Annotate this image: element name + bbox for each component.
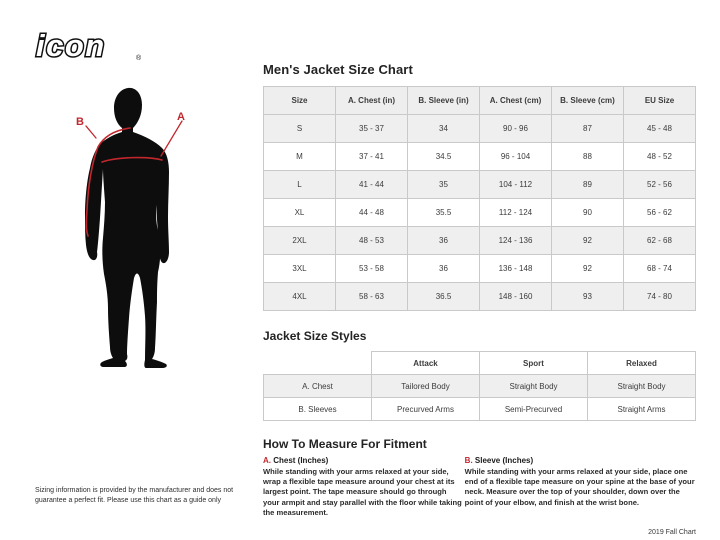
row-label-cell: L [264, 171, 336, 199]
data-cell: 58 - 63 [336, 283, 408, 311]
data-cell: 56 - 62 [624, 199, 696, 227]
measure-title: How To Measure For Fitment [263, 437, 427, 451]
measure-sleeve-label [465, 456, 696, 465]
data-cell: 37 - 41 [336, 143, 408, 171]
data-cell: Precurved Arms [372, 398, 480, 421]
data-cell: 104 - 112 [480, 171, 552, 199]
data-cell: 88 [552, 143, 624, 171]
column-header: A. Chest (in) [336, 87, 408, 115]
data-cell: 112 - 124 [480, 199, 552, 227]
chart-version: 2019 Fall Chart [648, 528, 696, 536]
table-row [264, 171, 696, 199]
row-label-cell: A. Chest [264, 375, 372, 398]
data-cell: 92 [552, 255, 624, 283]
table-row [264, 398, 696, 421]
data-cell: 90 [552, 199, 624, 227]
icon-logo-graphic [30, 26, 148, 66]
data-cell: 124 - 136 [480, 227, 552, 255]
body-silhouette [85, 88, 169, 368]
label-a-leader-line [161, 121, 182, 156]
measure-section-sleeve [465, 456, 696, 518]
table-row [264, 227, 696, 255]
data-cell: 45 - 48 [624, 115, 696, 143]
measure-columns [263, 456, 696, 518]
table-row [264, 283, 696, 311]
data-cell: 92 [552, 227, 624, 255]
header-row [264, 352, 696, 375]
measure-chest-prefix: A. [263, 456, 271, 465]
content-column [263, 62, 696, 536]
size-chart-table [263, 86, 696, 311]
column-header: Attack [372, 352, 480, 375]
table-row [264, 115, 696, 143]
styles-title: Jacket Size Styles [263, 329, 367, 343]
data-cell: 41 - 44 [336, 171, 408, 199]
measure-chest-label-text: Chest (Inches) [271, 456, 329, 465]
measurement-label-a: A [177, 111, 185, 123]
data-cell: Semi-Precurved [480, 398, 588, 421]
brand-logo [30, 26, 148, 71]
row-label-cell: S [264, 115, 336, 143]
data-cell: 136 - 148 [480, 255, 552, 283]
table-row [264, 255, 696, 283]
column-header: Size [264, 87, 336, 115]
table-row [264, 375, 696, 398]
data-cell: 36.5 [408, 283, 480, 311]
data-cell: Straight Body [588, 375, 696, 398]
column-header: B. Sleeve (cm) [552, 87, 624, 115]
header-row [264, 87, 696, 115]
data-cell: 34 [408, 115, 480, 143]
data-cell: 96 - 104 [480, 143, 552, 171]
data-cell: 35 - 37 [336, 115, 408, 143]
data-cell: Tailored Body [372, 375, 480, 398]
blank-header-cell [264, 352, 372, 375]
column-header: B. Sleeve (in) [408, 87, 480, 115]
row-label-cell: 3XL [264, 255, 336, 283]
disclaimer-text: Sizing information is provided by the manufacturer and does not guarantee a perfect fit. Please use this chart as a guide only [35, 487, 234, 504]
data-cell: 62 - 68 [624, 227, 696, 255]
column-header: EU Size [624, 87, 696, 115]
silhouette-graphic [52, 72, 250, 408]
row-label-cell: 2XL [264, 227, 336, 255]
measure-section-chest [263, 456, 465, 518]
data-cell: 35.5 [408, 199, 480, 227]
data-cell: 44 - 48 [336, 199, 408, 227]
data-cell: 90 - 96 [480, 115, 552, 143]
measure-sleeve-body: While standing with your arms relaxed at your side, place one end of a flexible tape measure on your spine at the base of your neck. Measure over the top of your shoulder, down over the point of your elbow, and finish at the wrist bone. [464, 467, 695, 507]
row-label-cell: 4XL [264, 283, 336, 311]
data-cell: 87 [552, 115, 624, 143]
measure-sleeve-label-text: Sleeve (Inches) [472, 456, 534, 465]
measure-chest-label [263, 456, 465, 465]
row-label-cell: B. Sleeves [264, 398, 372, 421]
logo-text: icon [36, 28, 106, 63]
data-cell: 35 [408, 171, 480, 199]
measurement-label-b: B [76, 116, 84, 128]
data-cell: 93 [552, 283, 624, 311]
data-cell: 148 - 160 [480, 283, 552, 311]
column-header: Relaxed [588, 352, 696, 375]
row-label-cell: XL [264, 199, 336, 227]
registered-mark: ® [136, 55, 142, 62]
measure-sleeve-prefix: B. [464, 456, 473, 465]
data-cell: Straight Body [480, 375, 588, 398]
data-cell: 34.5 [408, 143, 480, 171]
data-cell: Straight Arms [588, 398, 696, 421]
column-header: Sport [480, 352, 588, 375]
label-b-leader-line [86, 126, 96, 138]
data-cell: 53 - 58 [336, 255, 408, 283]
data-cell: 48 - 52 [624, 143, 696, 171]
data-cell: 52 - 56 [624, 171, 696, 199]
table-row [264, 199, 696, 227]
data-cell: 68 - 74 [624, 255, 696, 283]
data-cell: 74 - 80 [624, 283, 696, 311]
measure-chest-body: While standing with your arms relaxed at your side, wrap a flexible tape measure around your chest at its largest point. The tape measure should go through your armpit and stay parallel with the floor while taking the measurement. [263, 467, 462, 517]
data-cell: 89 [552, 171, 624, 199]
data-cell: 48 - 53 [336, 227, 408, 255]
size-chart-title: Men's Jacket Size Chart [263, 62, 413, 77]
data-cell: 36 [408, 227, 480, 255]
column-header: A. Chest (cm) [480, 87, 552, 115]
styles-table [263, 351, 696, 421]
row-label-cell: M [264, 143, 336, 171]
figure-silhouette [52, 72, 250, 413]
table-row [264, 143, 696, 171]
data-cell: 36 [408, 255, 480, 283]
